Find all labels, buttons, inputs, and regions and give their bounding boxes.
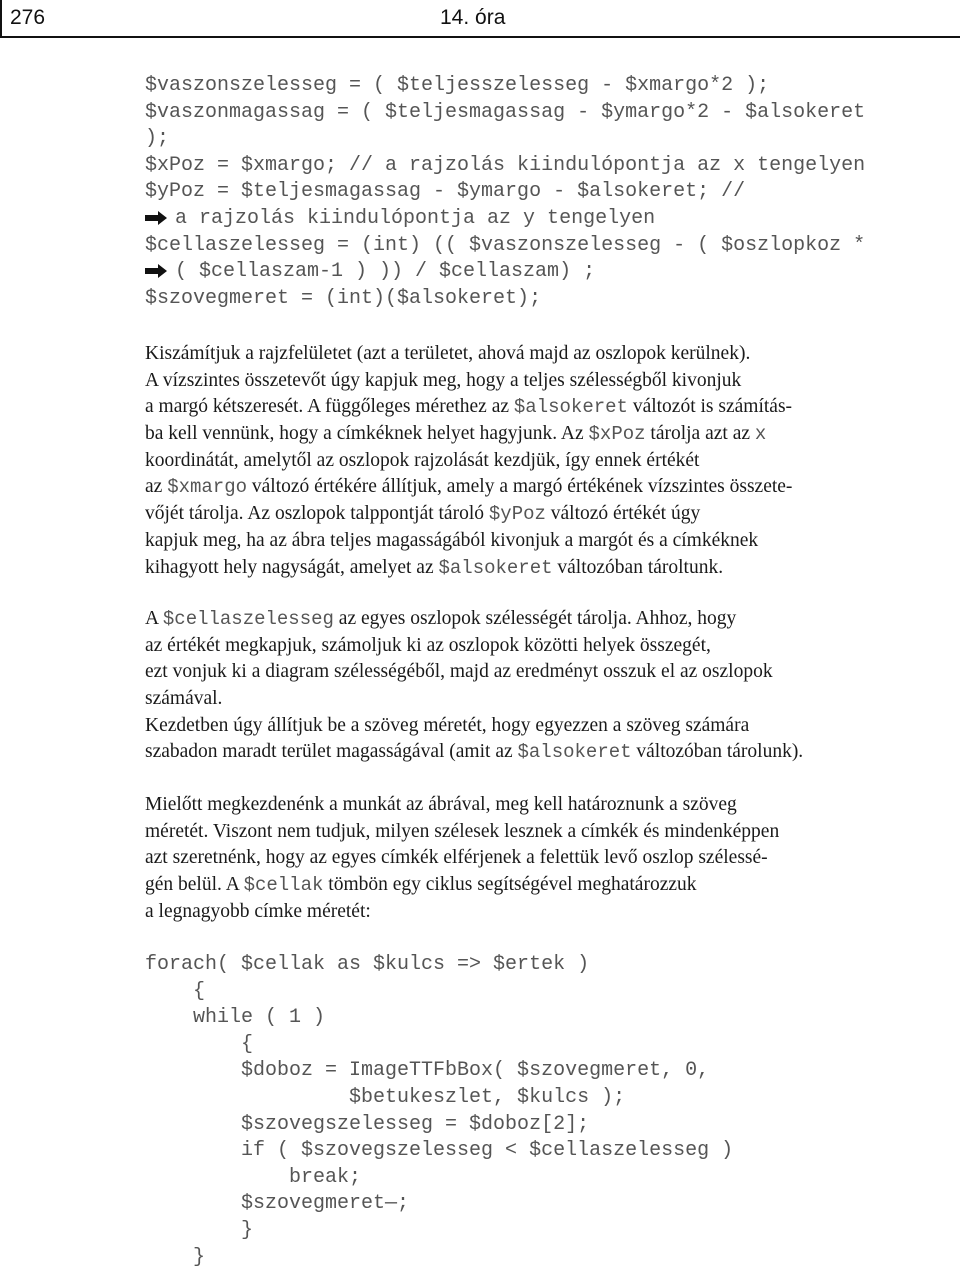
code-text: a rajzolás kiindulópontja az y tengelyen	[175, 206, 656, 230]
code-line	[145, 179, 865, 206]
page-header	[0, 0, 960, 38]
code-line	[145, 233, 865, 260]
code-line: $doboz = ImageTTFbBox( $szovegmeret, 0,	[145, 1059, 710, 1083]
text-run: az értékét megkapjuk, számoljuk ki az oszlopok közötti helyek összegét,	[145, 634, 711, 656]
code-line	[145, 286, 865, 313]
text-run: változóban tárolunk).	[631, 741, 804, 763]
code-line: while ( 1 )	[145, 1006, 326, 1030]
text-run: Kezdetben úgy állítjuk be a szöveg méretét, hogy egyezzen a szöveg számára	[145, 714, 750, 736]
code-text: ( $cellaszam-1 ) )) / $cellaszam) ;	[175, 260, 596, 284]
text-run: változó értékére állítjuk, amely a margó értékének vízszintes összete-	[247, 476, 793, 498]
paragraph-2	[145, 606, 803, 766]
text-line	[145, 394, 792, 421]
text-line	[145, 448, 792, 475]
text-line	[145, 872, 779, 899]
text-line	[145, 792, 779, 819]
text-run: koordinátát, amelytől az oszlopok rajzolását kezdjük, így ennek értékét	[145, 449, 700, 471]
inline-code: $yPoz	[488, 503, 546, 526]
line-continuation-arrow-icon	[145, 211, 167, 225]
inline-code: $cellak	[243, 874, 324, 897]
text-run: azt szeretnénk, hogy az egyes címkék elférjenek a felettük levő oszlop szélessé-	[145, 847, 768, 869]
text-line	[145, 686, 803, 713]
text-line	[145, 845, 779, 872]
line-continuation-arrow-icon	[145, 264, 167, 278]
text-line	[145, 819, 779, 846]
text-run: változó értékét úgy	[545, 503, 701, 525]
inline-code: x	[754, 423, 767, 446]
inline-code: $xPoz	[588, 423, 646, 446]
text-run: a margó kétszeresét. A függőleges mérethez az	[145, 396, 514, 418]
code-line: }	[145, 1218, 254, 1242]
text-line	[145, 713, 803, 740]
code-line	[145, 126, 865, 153]
code-line	[145, 206, 865, 233]
inline-code: $alsokeret	[513, 396, 628, 419]
text-run: tárolja azt az	[645, 423, 755, 445]
code-line	[145, 153, 865, 180]
text-line	[145, 501, 792, 528]
code-line: $betukeszlet, $kulcs );	[145, 1085, 626, 1109]
text-run: a legnagyobb címke méretét:	[145, 900, 371, 922]
code-text: $szovegmeret = (int)($alsokeret);	[145, 286, 542, 310]
code-line	[145, 73, 865, 100]
code-text: $yPoz = $teljesmagassag - $ymargo - $alsokeret; //	[145, 180, 746, 204]
code-line: {	[145, 979, 206, 1003]
text-line	[145, 421, 792, 448]
text-run: Mielőtt megkezdenénk a munkát az ábrával, meg kell határoznunk a szöveg	[145, 794, 737, 815]
code-line: }	[145, 1245, 206, 1269]
code-line: $szovegmeret—;	[145, 1192, 410, 1216]
code-text: $cellaszelesseg = (int) (( $vaszonszelesseg - ( $oszlopkoz *	[145, 233, 866, 257]
inline-code: $alsokeret	[517, 741, 632, 764]
text-run: gén belül. A	[145, 874, 244, 896]
text-line	[145, 555, 792, 582]
code-line: if ( $szovegszelesseg < $cellaszelesseg )	[145, 1139, 734, 1163]
text-line	[145, 606, 803, 633]
code-listing-2	[145, 952, 733, 1271]
text-line	[145, 633, 803, 660]
code-line	[145, 259, 865, 286]
text-run: A	[145, 608, 163, 629]
code-line: break;	[145, 1165, 362, 1189]
text-run: ezt vonjuk ki a diagram szélességéből, majd az eredményt osszuk el az oszlopok	[145, 661, 773, 683]
code-text: );	[145, 127, 170, 151]
inline-code: $xmargo	[167, 476, 248, 499]
code-line: {	[145, 1032, 254, 1056]
text-line	[145, 528, 792, 555]
text-line	[145, 899, 779, 926]
code-line	[145, 100, 865, 127]
text-run: az egyes oszlopok szélességét tárolja. Ahhoz, hogy	[333, 608, 737, 629]
paragraph-3	[145, 792, 779, 925]
text-run: kihagyott hely nagyságát, amelyet az	[145, 556, 439, 578]
text-run: tömbön egy ciklus segítségével meghatározzuk	[323, 874, 697, 896]
text-run: számával.	[145, 688, 223, 710]
text-line	[145, 474, 792, 501]
page-number: 276	[10, 6, 46, 29]
text-run: Kiszámítjuk a rajzfelületet (azt a területet, ahová majd az oszlopok kerülnek).	[145, 343, 751, 364]
text-line	[145, 341, 792, 368]
text-line	[145, 739, 803, 766]
code-text: $xPoz = $xmargo; // a rajzolás kiindulópontja az x tengelyen	[145, 153, 866, 177]
text-run: vőjét tárolja. Az oszlopok talppontját tároló	[145, 503, 489, 525]
paragraph-1	[145, 341, 792, 581]
text-run: szabadon maradt terület magasságával (amit az	[145, 741, 518, 763]
code-text: $vaszonszelesseg = ( $teljesszelesseg - $xmargo*2 );	[145, 74, 770, 97]
chapter-title: 14. óra	[440, 6, 506, 29]
text-run: változóban tároltunk.	[552, 556, 724, 578]
text-run: A vízszintes összetevőt úgy kapjuk meg, hogy a teljes szélességből kivonjuk	[145, 369, 742, 391]
inline-code: $cellaszelesseg	[162, 608, 334, 630]
code-text: $vaszonmagassag = ( $teljesmagassag - $ymargo*2 - $alsokeret	[145, 100, 866, 124]
header-left-bar	[0, 0, 2, 38]
text-line	[145, 659, 803, 686]
code-line: forach( $cellak as $kulcs => $ertek )	[145, 953, 590, 976]
text-line	[145, 368, 792, 395]
code-listing-1	[145, 73, 865, 312]
text-run: kapjuk meg, ha az ábra teljes magasságából kivonjuk a margót és a címkéknek	[145, 529, 759, 551]
inline-code: $alsokeret	[438, 556, 553, 579]
code-line: $szovegszelesseg = $doboz[2];	[145, 1112, 590, 1136]
text-run: ba kell vennünk, hogy a címkéknek helyet hagyjunk. Az	[145, 423, 589, 445]
text-run: változót is számítás-	[627, 396, 793, 418]
text-run: méretét. Viszont nem tudjuk, milyen szélesek lesznek a címkék és mindenképpen	[145, 820, 780, 842]
header-rule	[0, 36, 960, 38]
text-run: az	[145, 476, 168, 498]
